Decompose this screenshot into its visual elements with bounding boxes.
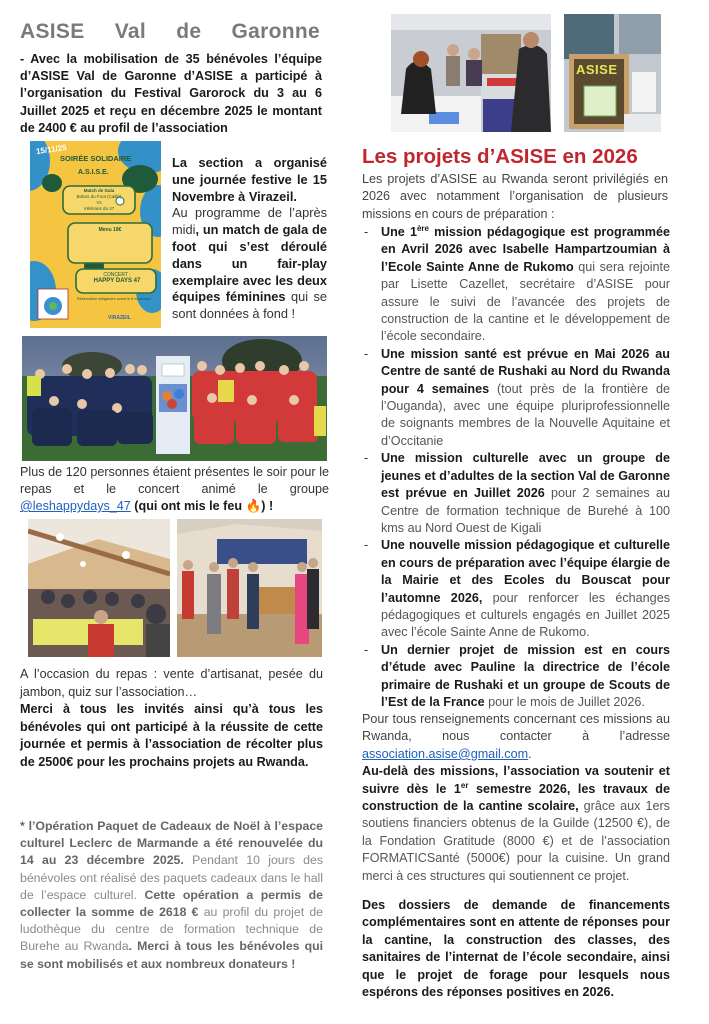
section-title-val-de-garonne [20,20,320,44]
asise-sign-photo [564,14,661,132]
festive-plain-2: qui se sont données à fond ! [172,289,327,322]
repas-thanks: Merci à tous les invités ainsi qu’à tous les bénévoles qui ont participé à la réussite de cette journée et permis à l’association de récolter plus de 2500€ pour les prochains projets au Rwanda. [20,702,323,769]
attendance-bold: (qui ont mis le feu [130,499,246,513]
festive-bold-1: La section a organisé une journée festive le 15 Novembre à Virazeil. [172,155,327,204]
mission-bold: mission pédagogique est programmée en Avril 2026 avec Isabelle Hampartzoumian à l’Ecole Sainte Anne de Rukomo [381,225,671,274]
mission-plain: pour 2 semaines au Centre de formation technique de Burehé à 100 kms au Nord Ouest de Kigali [381,486,670,535]
mission-plain: pour renforcer les échanges pédagogiques et culturels engagés en Juillet 2025 avec l’école Sainte Anne de Rukomo. [381,590,670,640]
projects-intro: Les projets d’ASISE au Rwanda seront privilégiés en 2026 avec notamment l’organisation de plusieurs missions en cours de préparation : [362,172,668,221]
mission-bold: Une 1 [381,225,417,239]
list-dash: - [364,538,369,553]
poster-match-team-1: Bobos du Foot (Caillé) [76,194,122,199]
mission-item [362,346,670,450]
fire-icon: 🔥 [245,499,262,513]
title-word: Val [114,20,146,43]
sign-text: ASISE [576,62,618,77]
poster-match-title: Match de Gala [83,188,115,193]
dinner-hall-illustration [28,519,170,657]
missions-list [362,224,670,711]
attendance-paragraph [20,464,329,515]
mission-bold: Une mission santé est prévue en Mai 2026 au Centre de santé de Rushaki au Nord du Rwanda pour 4 semaines [381,346,670,396]
list-dash: - [364,451,369,466]
poster-concert [82,272,152,284]
list-dash: - [364,346,369,361]
poster-concert-label: CONCERT : [103,272,131,278]
poster-match [66,188,132,212]
team-photo-illustration [22,336,327,461]
title-word: Garonne [231,20,320,43]
dinner-hall-photo [28,519,170,657]
poster-org: A.S.I.S.E. [78,169,109,176]
mission-item [362,642,670,712]
mission-bold: Une mission culturelle avec un groupe de jeunes et d’adultes de la section Val de Garonne est prévue en Juillet 2026 [381,451,670,501]
mission-item [362,224,670,346]
poster-band: HAPPY DAYS 47 [93,278,141,284]
title-word: ASISE [20,20,85,43]
mission-plain: pour le mois de Juillet 2026. [484,694,645,709]
poster-menu: Menu 18€ [98,227,122,233]
attendance-text: Plus de 120 personnes étaient présentes le soir pour le repas et le concert animé le groupe [20,465,329,496]
poster-reservation: Réservation obligatoire avant le 8 novembre [76,297,152,301]
support-sup: er [460,780,469,790]
operation-bold-2: Cette opération a permis de collecter la somme de 2618 € [20,887,324,920]
stand-illustration [391,14,551,132]
projects-2026-title: Les projets d’ASISE en 2026 [362,145,638,168]
email-link[interactable]: association.asise@gmail.com [362,746,529,761]
operation-plain-1: Pendant 10 jours des bénévoles ont réalisé des paquets cadeaux dans le hall de l’espace culturel. [20,853,324,902]
festive-plain-1: Au programme de l’après midi [172,205,327,238]
poster-match-team-2: Vétérans du 47 [83,206,115,211]
dance-illustration [177,519,322,657]
contact-and-support-paragraph [362,711,670,885]
mission-plain: qui sera rejointe par Lisette Cazellet, secrétaire d’ASISE pour assure le suivi de l’avancée des projets de construction de la cantine et le développement de l’école secondaire. [381,259,670,344]
mission-bold: Une nouvelle mission pédagogique et culturelle en cours de préparation avec l’équipe élargie de la Mairie et des Ecoles du Bouscat pour l’automne 2026, [381,538,670,605]
mission-bold: Un dernier projet de mission est en cours d’étude avec Pauline la directrice de l’école primaire de Rushaki et un groupe de Scouts de l’Est de la France [381,642,670,709]
garorock-paragraph: - Avec la mobilisation de 35 bénévoles l’équipe d’ASISE Val de Garonne d’ASISE a participé à l’organisation du Festival Garorock du 3 au 6 Juillet 2025 et reçu en décembre 2025 le montant de 2400 € au profil de l’association [20,52,322,135]
operation-noel-paragraph [20,818,323,973]
contact-dot: . [528,746,532,761]
repas-paragraph [20,666,323,772]
contact-text: Pour tous renseignements concernant ces missions au Rwanda, nous contacter à l’adresse [362,712,670,744]
happydays-link[interactable]: @leshappydays_47 [20,499,131,513]
gift-wrap-stand-photo [391,14,551,132]
mission-item [362,537,670,641]
mission-item [362,450,670,537]
mission-sup: ère [416,223,429,233]
support-plain: grâce aux 1ers soutiens financiers obtenus de la Guilde (12500 €), de la Fondation Gratitude (8000 €) et de l’association FORMATICSanté (5000€) pour la cuisine. Un grand merci à ces structures qui soutiennent ce projet. [362,799,670,883]
poster-title: SOIRÉE SOLIDAIRE [60,154,132,163]
football-teams-photo [22,336,327,461]
soiree-solidaire-poster [30,141,161,328]
operation-bold-3: . Merci à tous les bénévoles qui se sont mobilisés et aux nombreux donateurs ! [20,939,324,971]
list-dash: - [364,642,369,657]
support-bold: Au-delà des missions, l’association va soutenir et suivre dès le 1 [362,764,670,796]
mission-plain: (tout près de la frontière de l’Ouganda), avec une équipe pluriprofessionnelle de soignants membres de la Nouvelle Aquitaine et d’Occitanie [381,381,670,448]
dance-photo [177,519,322,657]
poster-date: 15/11/25 [35,142,68,157]
festive-day-paragraph [172,155,327,323]
poster-match-vs: Vs [96,200,102,205]
operation-plain-2: au profil du projet de ludothèque du centre de formation technique de Burehe au Rwanda [20,905,323,954]
funding-requests-paragraph: Des dossiers de demande de financements complémentaires sont en attente de réponses pour la cantine, la construction des classes, des sanitaires de l’internat de l’école secondaire, ainsi que le projet de forage pour lesquels nous espérons des réponses positives en 2026. [362,898,670,1000]
list-dash: - [364,225,369,239]
poster-town: VIRAZEIL [108,315,131,321]
repas-plain: A l’occasion du repas : vente d’artisanat, pesée du jambon, quiz sur l’association… [20,667,323,699]
support-bold: semestre 2026, les travaux de construction de la cantine scolaire, [362,781,670,814]
operation-bold-1: * l’Opération Paquet de Cadeaux de Noël à l’espace culturel Leclerc de Marmande a été renouvelée du 14 au 23 décembre 2025. [20,819,323,868]
title-word: de [176,20,202,43]
attendance-end: ) ! [261,499,274,513]
festive-bold-2: , un match de gala de foot qui s’est déroulé dans un fair-play exemplaire avec les deux équipes féminines [172,222,327,305]
